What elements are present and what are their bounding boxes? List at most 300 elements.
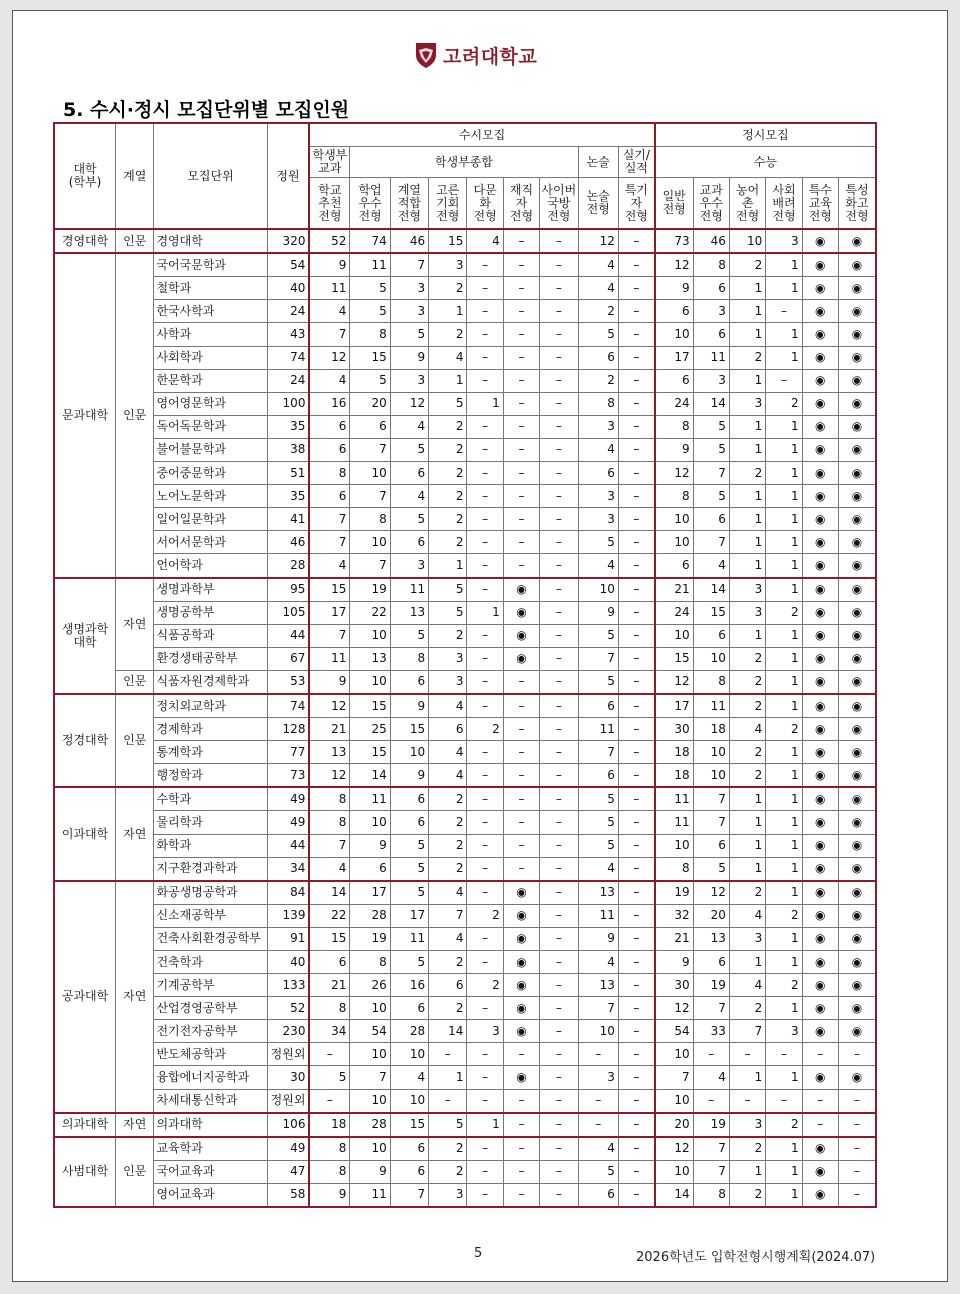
cell-value: 7 [309,624,349,647]
cell-value: 11 [390,927,428,950]
cell-quota: 38 [267,438,309,461]
cell-unit: 차세대통신학과 [154,1089,267,1113]
cell-value: 15 [350,741,390,764]
cell-value: – [467,578,503,602]
cell-value: 3 [429,670,467,694]
cell-value: ◉ [802,346,838,369]
cell-value: 1 [766,624,802,647]
cell-value: – [618,694,654,718]
cell-value: – [467,1043,503,1066]
cell-value: ◉ [838,904,876,927]
cell-value: ◉ [838,462,876,485]
cell-value: – [503,438,539,461]
cell-value: 8 [693,1183,729,1207]
cell-value: 1 [729,624,765,647]
cell-value: – [503,834,539,857]
cell-value: ◉ [838,1020,876,1043]
cell-univ: 사범대학 [54,1137,116,1207]
cell-value: 2 [766,601,802,624]
cell-value: 10 [693,764,729,788]
cell-value: 6 [390,1160,428,1183]
cell-value: 1 [766,323,802,346]
cell-value: 5 [693,438,729,461]
cell-value: 9 [309,670,349,694]
cell-value: 14 [350,764,390,788]
cell-value: – [618,834,654,857]
cell-value: 8 [693,253,729,277]
cell-value: – [467,857,503,881]
cell-track: 인문 [116,229,154,253]
cell-quota: 40 [267,277,309,300]
cell-value: 10 [350,1137,390,1161]
cell-value: – [540,881,578,905]
cell-value: 7 [693,997,729,1020]
cell-value: – [467,415,503,438]
cell-unit: 교육학과 [154,1137,267,1161]
cell-value: ◉ [802,601,838,624]
cell-value: 20 [655,1113,693,1137]
cell-value: 10 [350,811,390,834]
cell-value: 8 [350,508,390,531]
cell-value: 2 [429,508,467,531]
cell-quota: 74 [267,694,309,718]
cell-value: – [467,811,503,834]
cell-value: – [618,346,654,369]
cell-value: ◉ [802,718,838,741]
cell-unit: 물리학과 [154,811,267,834]
cell-value: – [503,1183,539,1207]
cell-value: ◉ [503,1020,539,1043]
cell-value: 21 [655,927,693,950]
cell-value: 2 [467,718,503,741]
cell-value: 9 [309,253,349,277]
cell-value: – [503,554,539,578]
cell-value: 6 [693,834,729,857]
cell-value: 4 [578,951,618,974]
cell-value: 1 [729,369,765,392]
cell-quota: 230 [267,1020,309,1043]
cell-value: – [618,554,654,578]
cell-unit: 기계공학부 [154,974,267,997]
cell-value: 11 [655,787,693,811]
cell-value: 5 [578,531,618,554]
cell-value: 2 [429,438,467,461]
cell-value: 30 [655,974,693,997]
cell-value: 9 [655,277,693,300]
cell-unit: 한문학과 [154,369,267,392]
cell-value: 5 [578,834,618,857]
cell-value: 4 [729,718,765,741]
header-col-6: 사이버 국방 전형 [540,178,578,230]
header-jonghap: 학생부종합 [350,147,578,178]
cell-univ: 경영대학 [54,229,116,253]
cell-value: 8 [309,997,349,1020]
cell-value: 3 [766,1020,802,1043]
logo-text: 고려대학교 [443,45,538,68]
cell-value: – [503,485,539,508]
cell-value: 6 [578,694,618,718]
cell-value: 13 [350,647,390,670]
cell-value: 22 [350,601,390,624]
cell-value: 6 [390,670,428,694]
cell-value: 4 [578,1137,618,1161]
cell-univ: 문과대학 [54,253,116,577]
cell-value: 2 [729,694,765,718]
cell-value: 6 [390,811,428,834]
cell-value: 3 [693,300,729,323]
cell-value: 2 [429,1160,467,1183]
cell-value: 7 [578,741,618,764]
cell-quota: 77 [267,741,309,764]
table-row [54,1089,876,1113]
cell-quota: 46 [267,531,309,554]
cell-value: 16 [390,974,428,997]
cell-value: 12 [655,997,693,1020]
cell-value: ◉ [802,974,838,997]
cell-value: 1 [766,857,802,881]
cell-value: 3 [429,647,467,670]
cell-value: 6 [429,974,467,997]
cell-value: – [618,741,654,764]
cell-value: 5 [390,834,428,857]
cell-value: 7 [390,1183,428,1207]
cell-quota: 52 [267,997,309,1020]
cell-value: – [618,718,654,741]
cell-value: 8 [390,647,428,670]
cell-value: 1 [766,670,802,694]
cell-value: 12 [309,694,349,718]
cell-unit: 산업경영공학부 [154,997,267,1020]
cell-value: 1 [766,927,802,950]
cell-unit: 국어교육과 [154,1160,267,1183]
cell-value: 1 [729,787,765,811]
cell-track: 자연 [116,787,154,880]
table-row [54,531,876,554]
cell-value: 9 [655,951,693,974]
cell-value: 1 [729,531,765,554]
cell-value: ◉ [503,881,539,905]
cell-value: 4 [390,415,428,438]
cell-value: ◉ [838,974,876,997]
cell-value: 2 [766,718,802,741]
cell-value: 6 [578,764,618,788]
cell-value: – [540,392,578,415]
cell-value: 1 [729,1066,765,1089]
table-row [54,578,876,602]
table-row [54,462,876,485]
cell-value: – [618,647,654,670]
cell-quota: 73 [267,764,309,788]
cell-value: 13 [693,927,729,950]
header-col-4: 다문 화 전형 [467,178,503,230]
cell-value: – [618,277,654,300]
cell-value: ◉ [503,1066,539,1089]
cell-value: – [618,1137,654,1161]
cell-value: 6 [693,951,729,974]
cell-value: 4 [429,881,467,905]
cell-value: 6 [429,718,467,741]
cell-value: 1 [766,694,802,718]
cell-value: ◉ [838,694,876,718]
cell-value: 1 [729,554,765,578]
table-row [54,1183,876,1207]
cell-value: – [503,462,539,485]
cell-value: ◉ [503,951,539,974]
cell-value: 2 [729,670,765,694]
cell-value: ◉ [802,277,838,300]
header-col-10: 교과 우수 전형 [693,178,729,230]
cell-value: 4 [429,694,467,718]
cell-value: 73 [655,229,693,253]
cell-value: – [540,508,578,531]
cell-value: 4 [309,857,349,881]
cell-value: 2 [729,997,765,1020]
cell-value: – [467,741,503,764]
cell-value: 4 [390,485,428,508]
cell-value: – [618,974,654,997]
cell-value: 1 [766,741,802,764]
cell-value: 46 [390,229,428,253]
cell-value: 7 [578,997,618,1020]
cell-value: 6 [655,554,693,578]
cell-value: – [838,1043,876,1066]
header-univ: 대학 (학부) [54,123,116,229]
cell-unit: 영어교육과 [154,1183,267,1207]
cell-univ: 의과대학 [54,1113,116,1137]
cell-value: 5 [309,1066,349,1089]
cell-quota: 51 [267,462,309,485]
cell-value: 7 [693,787,729,811]
table-row [54,741,876,764]
header-col-0: 학교 추천 전형 [309,178,349,230]
cell-value: 9 [578,927,618,950]
cell-value: – [503,531,539,554]
cell-value: ◉ [802,694,838,718]
cell-value: 5 [390,951,428,974]
cell-value: – [467,787,503,811]
cell-value: ◉ [802,857,838,881]
cell-value: – [503,508,539,531]
cell-unit: 독어독문학과 [154,415,267,438]
cell-value: 4 [429,764,467,788]
cell-quota: 40 [267,951,309,974]
cell-value: 12 [655,253,693,277]
cell-value: 10 [350,997,390,1020]
cell-value: – [467,300,503,323]
header-track: 계열 [116,123,154,229]
cell-value: ◉ [503,974,539,997]
cell-value: – [540,277,578,300]
cell-value: 4 [729,904,765,927]
cell-value: 33 [693,1020,729,1043]
table-row [54,927,876,950]
cell-value: – [540,904,578,927]
cell-unit: 반도체공학과 [154,1043,267,1066]
cell-value: – [838,1089,876,1113]
cell-value: 4 [309,554,349,578]
cell-value: ◉ [838,718,876,741]
header-susi: 수시모집 [309,123,654,147]
cell-value: 6 [390,787,428,811]
cell-value: 2 [467,904,503,927]
cell-value: – [503,253,539,277]
cell-value: – [766,1043,802,1066]
cell-value: 10 [578,1020,618,1043]
cell-value: 7 [429,904,467,927]
cell-value: – [618,951,654,974]
cell-value: 1 [467,1113,503,1137]
table-row [54,857,876,881]
cell-value: 1 [766,531,802,554]
cell-value: 1 [766,787,802,811]
header-suneung: 수능 [655,147,876,178]
cell-value: 19 [350,927,390,950]
cell-value: – [540,857,578,881]
cell-value: 1 [766,647,802,670]
cell-value: 10 [655,531,693,554]
cell-value: – [578,1113,618,1137]
cell-value: 5 [390,508,428,531]
cell-value: ◉ [802,647,838,670]
cell-value: 3 [578,415,618,438]
cell-value: 17 [655,346,693,369]
cell-value: 8 [309,811,349,834]
cell-value: – [618,392,654,415]
cell-value: 6 [309,485,349,508]
document-footer: 2026학년도 입학전형시행계획(2024.07) [636,1250,876,1265]
cell-value: 6 [390,1137,428,1161]
cell-value: 4 [309,300,349,323]
cell-value: 1 [729,323,765,346]
cell-value: – [503,764,539,788]
cell-value: 5 [693,485,729,508]
cell-value: 4 [467,229,503,253]
cell-value: 1 [766,881,802,905]
cell-value: ◉ [838,508,876,531]
cell-value: ◉ [503,601,539,624]
cell-value: 8 [309,1160,349,1183]
cell-value: – [467,531,503,554]
cell-value: – [618,1089,654,1113]
shield-emblem-icon [415,41,437,69]
cell-value: – [503,857,539,881]
cell-value: – [503,300,539,323]
cell-univ: 이과대학 [54,787,116,880]
cell-value: – [618,670,654,694]
cell-value: 17 [390,904,428,927]
cell-value: 8 [309,787,349,811]
header-unit: 모집단위 [154,123,267,229]
cell-value: 20 [693,904,729,927]
cell-value: – [618,531,654,554]
cell-quota: 95 [267,578,309,602]
cell-value: 7 [309,508,349,531]
cell-value: – [540,1089,578,1113]
cell-quota: 28 [267,554,309,578]
table-row [54,323,876,346]
cell-value: 6 [578,1183,618,1207]
cell-value: 15 [350,694,390,718]
cell-unit: 환경생태공학부 [154,647,267,670]
cell-value: 7 [693,811,729,834]
cell-value: ◉ [802,369,838,392]
cell-value: 15 [309,578,349,602]
cell-value: – [693,1043,729,1066]
cell-value: – [540,1137,578,1161]
cell-value: ◉ [802,554,838,578]
cell-value: 10 [655,508,693,531]
cell-value: – [309,1043,349,1066]
cell-value: 7 [693,462,729,485]
cell-value: 1 [766,764,802,788]
cell-value: 10 [350,462,390,485]
cell-value: 8 [350,951,390,974]
cell-value: 1 [766,554,802,578]
table-row [54,718,876,741]
cell-value: 3 [729,1113,765,1137]
cell-value: 9 [390,694,428,718]
table-row [54,229,876,253]
cell-quota: 35 [267,485,309,508]
cell-value: – [503,718,539,741]
table-row [54,1137,876,1161]
cell-value: 11 [350,1183,390,1207]
cell-value: – [467,1160,503,1183]
cell-value: ◉ [802,229,838,253]
cell-value: ◉ [838,1066,876,1089]
cell-value: 8 [655,485,693,508]
cell-value: 5 [578,787,618,811]
cell-value: – [540,974,578,997]
cell-value: ◉ [838,392,876,415]
cell-value: 4 [693,1066,729,1089]
cell-value: 7 [350,554,390,578]
cell-value: 3 [390,277,428,300]
cell-value: 7 [578,647,618,670]
cell-value: ◉ [838,764,876,788]
cell-value: 2 [766,904,802,927]
cell-value: – [540,811,578,834]
cell-value: 3 [467,1020,503,1043]
cell-value: ◉ [838,787,876,811]
cell-value: 28 [350,1113,390,1137]
cell-value: ◉ [838,834,876,857]
cell-value: 10 [578,578,618,602]
cell-unit: 한국사학과 [154,300,267,323]
cell-value: – [729,1043,765,1066]
cell-unit: 경제학과 [154,718,267,741]
cell-value: 3 [429,253,467,277]
table-row [54,1160,876,1183]
cell-value: – [467,323,503,346]
cell-value: 6 [309,415,349,438]
cell-quota: 54 [267,253,309,277]
cell-value: – [467,670,503,694]
cell-value: – [540,1183,578,1207]
table-header [54,123,876,229]
cell-value: 14 [693,392,729,415]
cell-value: 5 [350,300,390,323]
cell-value: ◉ [802,834,838,857]
cell-value: – [618,300,654,323]
cell-value: 54 [350,1020,390,1043]
cell-value: 4 [578,438,618,461]
cell-quota: 47 [267,1160,309,1183]
cell-value: 10 [350,1089,390,1113]
cell-value: 1 [429,554,467,578]
cell-value: ◉ [503,647,539,670]
cell-value: 8 [693,670,729,694]
